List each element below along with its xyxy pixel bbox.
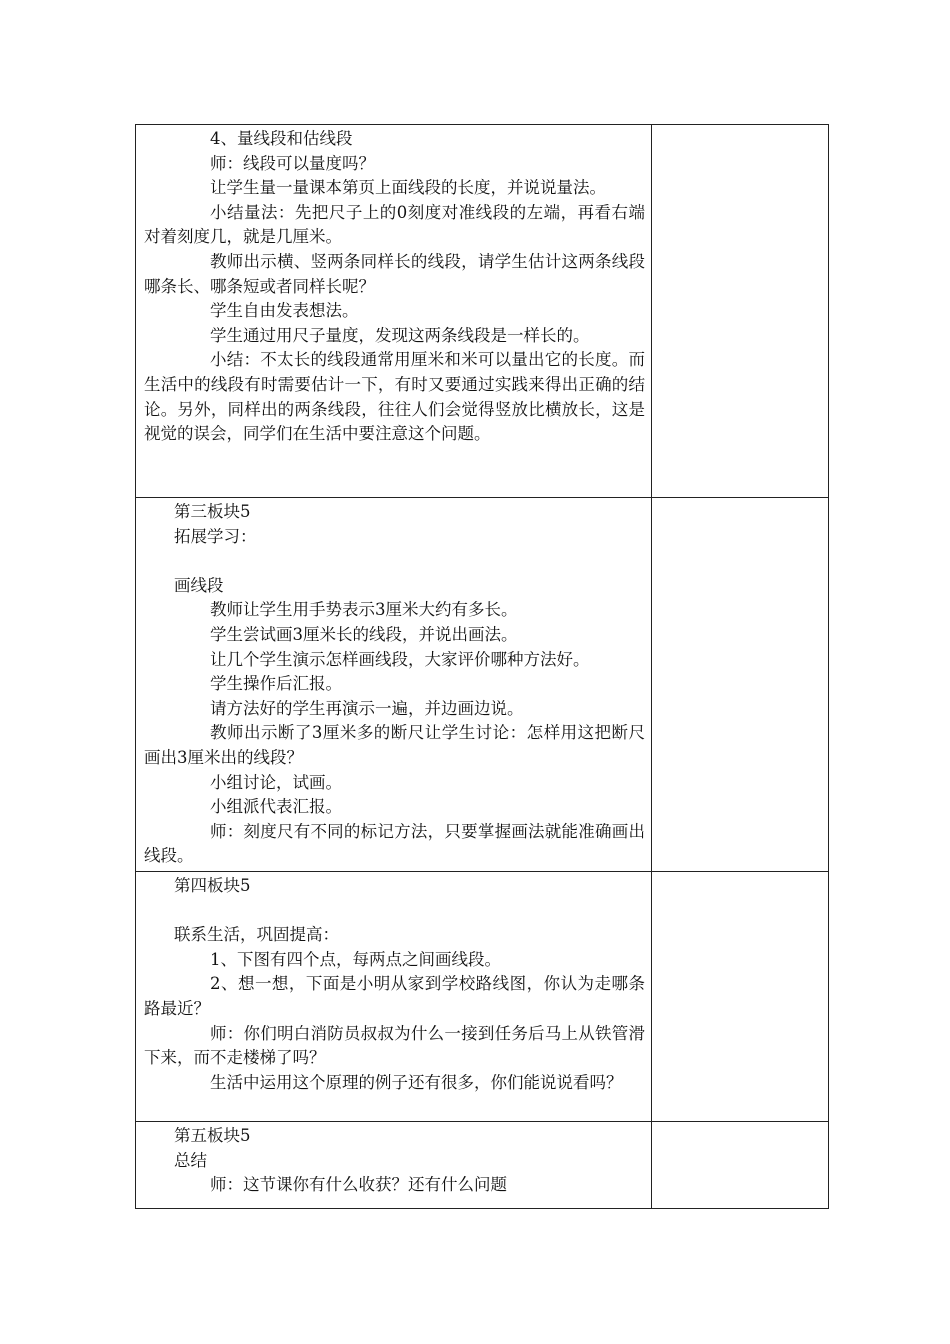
paragraph: 学生尝试画3厘米长的线段，并说出画法。 <box>210 624 518 644</box>
notes-cell <box>652 872 829 1122</box>
paragraph: 师：你们明白消防员叔叔为什么一接到任务后马上从铁管滑下来，而不走楼梯了吗？ <box>144 1023 645 1068</box>
notes-cell <box>652 1122 829 1209</box>
table-row <box>136 125 829 498</box>
paragraph: 教师出示断了3厘米多的断尺让学生讨论：怎样用这把断尺画出3厘米出的线段？ <box>144 723 645 767</box>
notes-cell <box>652 498 829 872</box>
notes-cell <box>652 125 829 498</box>
paragraph: 生活中运用这个原理的例子还有很多，你们能说说看吗？ <box>210 1072 623 1092</box>
paragraph: 教师出示横、竖两条同样长的线段，请学生估计这两条线段哪条长、哪条短或者同样长呢？ <box>144 251 645 296</box>
paragraph: 让几个学生演示怎样画线段，大家评价哪种方法好。 <box>210 649 590 669</box>
paragraph: 师：这节课你有什么收获？还有什么问题 <box>210 1175 507 1195</box>
topic-heading: 画线段 <box>174 575 224 595</box>
paragraph: 学生操作后汇报。 <box>210 674 342 694</box>
paragraph: 师：刻度尺有不同的标记方法，只要掌握画法就能准确画出线段。 <box>144 821 645 866</box>
block-heading: 第三板块5 <box>174 502 251 521</box>
block-subheading: 总结 <box>174 1150 207 1170</box>
paragraph: 2、想一想，下面是小明从家到学校路线图，你认为走哪条路最近？ <box>144 974 645 1018</box>
block-subheading: 联系生活，巩固提高： <box>174 925 339 945</box>
paragraph: 请方法好的学生再演示一遍，并边画边说。 <box>210 698 524 718</box>
table-row <box>136 1122 829 1209</box>
paragraph: 让学生量一量课本第页上面线段的长度，并说说量法。 <box>210 178 606 198</box>
content-cell <box>136 872 652 1122</box>
table-row <box>136 872 829 1122</box>
content-cell <box>136 125 652 498</box>
block-heading: 第四板块5 <box>174 876 251 895</box>
content-cell <box>136 1122 652 1209</box>
paragraph: 小组讨论，试画。 <box>210 772 342 792</box>
content-cell <box>136 498 652 872</box>
blank-line <box>144 549 645 574</box>
paragraph: 小结量法：先把尺子上的0刻度对准线段的左端，再看右端对着刻度几，就是几厘米。 <box>144 202 645 247</box>
lesson-plan-table <box>135 124 829 1209</box>
blank-line <box>144 899 645 924</box>
paragraph: 小组派代表汇报。 <box>210 797 342 817</box>
paragraph: 1、下图有四个点，每两点之间画线段。 <box>210 949 501 969</box>
paragraph: 教师让学生用手势表示3厘米大约有多长。 <box>210 600 518 620</box>
block-subheading: 拓展学习： <box>174 526 257 546</box>
section-heading: 4、量线段和估线段 <box>210 129 353 148</box>
block-heading: 第五板块5 <box>174 1126 251 1145</box>
paragraph: 学生自由发表想法。 <box>210 301 359 321</box>
paragraph: 师：线段可以量度吗？ <box>210 153 375 173</box>
table-row <box>136 498 829 872</box>
paragraph: 学生通过用尺子量度，发现这两条线段是一样长的。 <box>210 325 590 345</box>
paragraph: 小结：不太长的线段通常用厘米和米可以量出它的长度。而生活中的线段有时需要估计一下，有时又要通过实践来得出正确的结论。另外，同样出的两条线段，往往人们会觉得竖放比横放长，这是视觉的误会，同学们在生活中要注意这个问题。 <box>144 350 645 444</box>
